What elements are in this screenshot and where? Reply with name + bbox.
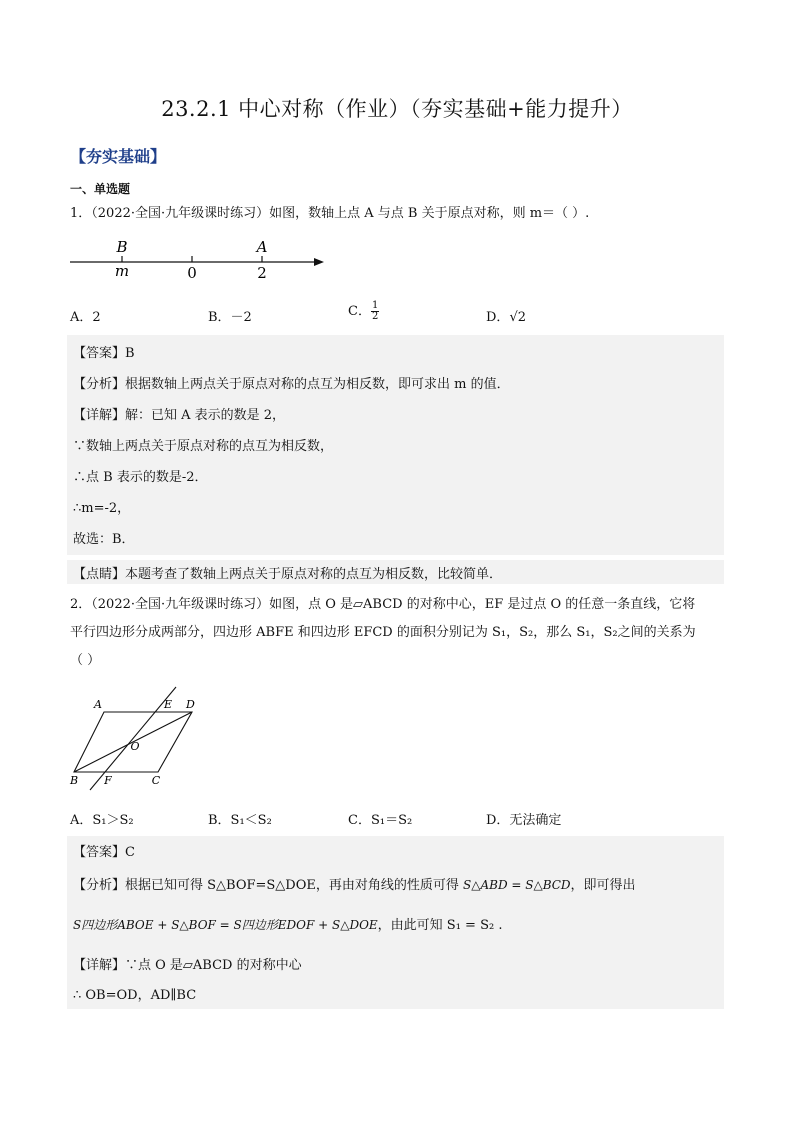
label-E: E bbox=[163, 698, 173, 711]
label-A: A bbox=[256, 238, 268, 256]
q2-equation-math: S四边形ABOE + S△BOF = S四边形EDOF + S△DOE bbox=[73, 918, 378, 932]
q1-option-c-prefix: C． bbox=[348, 304, 371, 319]
q1-detail-5: 故选：B． bbox=[73, 532, 135, 547]
fraction-one-half: $\frac{1}{2}$ bbox=[371, 300, 379, 322]
question-1-stem: 1．（2022·全国·九年级课时练习）如图，数轴上点 A 与点 B 关于原点对称，则 m＝（ ）. bbox=[70, 206, 590, 221]
q1-detail-1: 【详解】解：已知 A 表示的数是 2， bbox=[73, 408, 286, 423]
label-two: 2 bbox=[257, 264, 267, 282]
q2-option-c[interactable]: C．S₁＝S₂ bbox=[348, 813, 413, 828]
q1-analysis: 【分析】根据数轴上两点关于原点对称的点互为相反数，即可求出 m 的值． bbox=[73, 377, 510, 392]
parallelogram-figure bbox=[68, 684, 208, 796]
label-B: B bbox=[116, 238, 128, 256]
q1-detail-2: ∵数轴上两点关于原点对称的点互为相反数， bbox=[73, 439, 334, 454]
question-2-stem-line-2: 平行四边形分成两部分，四边形 ABFE 和四边形 EFCD 的面积分别记为 S₁，S₂，那么 S₁，S₂之间的关系为 bbox=[70, 625, 696, 640]
q1-detail-4: ∴m=-2， bbox=[73, 501, 131, 516]
label-m: m bbox=[114, 262, 130, 280]
sqrt-two: √2 bbox=[509, 310, 526, 325]
q2-answer: 【答案】C bbox=[73, 845, 135, 860]
q1-option-a[interactable]: A．2 bbox=[70, 310, 101, 325]
q2-analysis-math: S△ABD = S△BCD bbox=[463, 878, 571, 892]
q1-option-c[interactable] bbox=[348, 300, 379, 322]
q1-comment-box bbox=[67, 560, 724, 584]
question-type-heading: 一、单选题 bbox=[70, 182, 131, 196]
q1-answer-box bbox=[67, 335, 724, 555]
label-F: F bbox=[104, 774, 112, 787]
q1-option-d[interactable] bbox=[486, 306, 526, 325]
q2-equation bbox=[73, 914, 502, 933]
q1-detail-3: ∴点 B 表示的数是-2． bbox=[73, 470, 208, 485]
q2-option-a[interactable]: A．S₁＞S₂ bbox=[70, 813, 134, 828]
q2-detail-2: ∴ OB=OD，AD∥BC bbox=[73, 988, 197, 1003]
label-B: B bbox=[69, 774, 79, 787]
q2-equation-tail: ，由此可知 S₁ = S₂ . bbox=[377, 918, 503, 933]
question-2-stem-line-1: 2．（2022·全国·九年级课时练习）如图，点 O 是▱ABCD 的对称中心，EF 是过点 O 的任意一条直线，它将 bbox=[70, 597, 696, 612]
label-zero: 0 bbox=[187, 264, 197, 282]
label-D: D bbox=[186, 698, 195, 711]
label-A: A bbox=[94, 698, 102, 711]
q2-answer-box bbox=[67, 836, 724, 1009]
number-line-arrow bbox=[314, 258, 324, 266]
q2-analysis-text-b: ，即可得出 bbox=[570, 878, 636, 893]
q2-detail-1: 【详解】∵点 O 是▱ABCD 的对称中心 bbox=[73, 958, 302, 973]
label-O: O bbox=[130, 740, 140, 753]
q2-option-d[interactable]: D．无法确定 bbox=[486, 813, 562, 828]
question-2-stem-line-3: （ ） bbox=[70, 653, 101, 668]
number-line-figure bbox=[68, 232, 338, 282]
q1-option-d-prefix: D． bbox=[486, 310, 510, 325]
section-heading: 【夯实基础】 bbox=[70, 147, 167, 166]
q1-comment: 【点睛】本题考查了数轴上两点关于原点对称的点互为相反数，比较简单． bbox=[73, 567, 503, 582]
q2-option-b[interactable]: B．S₁＜S₂ bbox=[208, 813, 272, 828]
q1-option-b[interactable]: B．－2 bbox=[208, 310, 252, 325]
page-title: 23.2.1 中心对称（作业）（夯实基础+能力提升） bbox=[161, 97, 633, 121]
label-C: C bbox=[151, 774, 161, 787]
q1-answer: 【答案】B bbox=[73, 346, 135, 361]
q2-analysis bbox=[73, 874, 636, 893]
q2-analysis-text-a: 【分析】根据已知可得 S△BOF=S△DOE，再由对角线的性质可得 bbox=[73, 878, 459, 893]
